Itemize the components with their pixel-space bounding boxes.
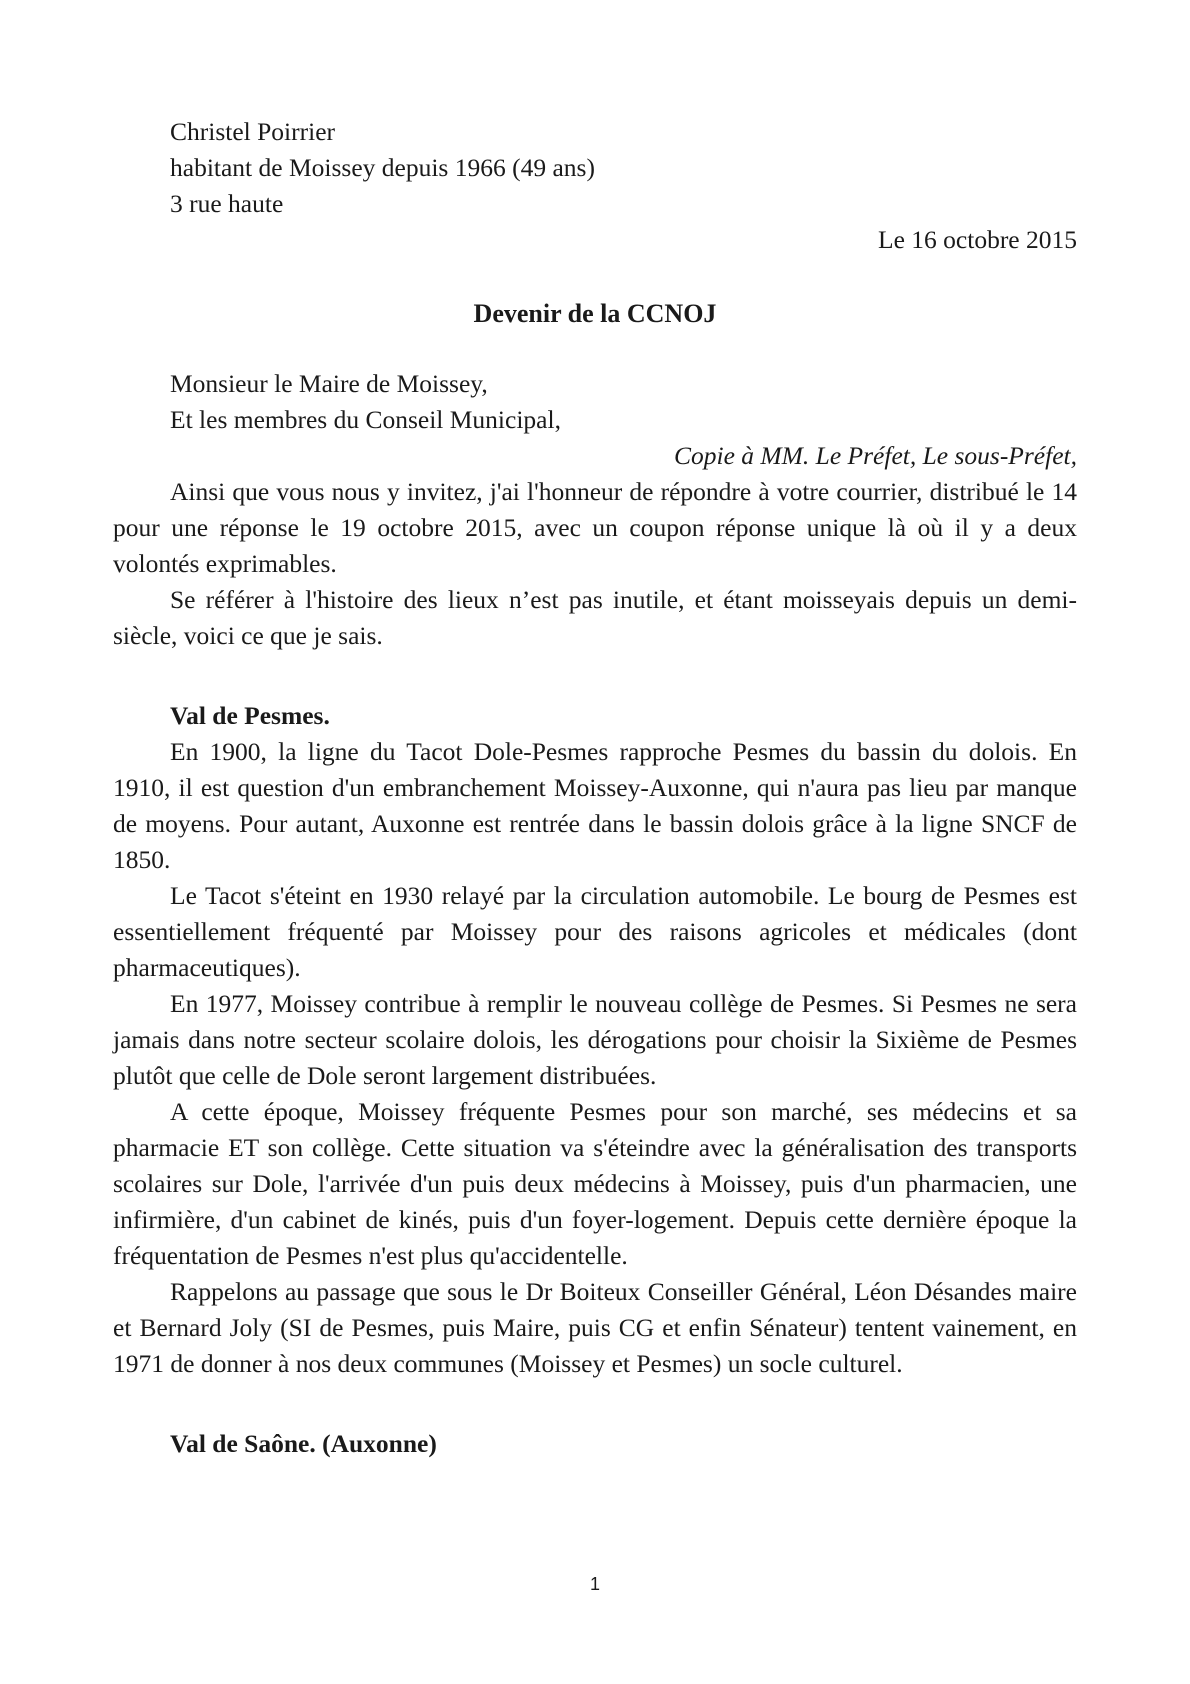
- section-paragraph: En 1900, la ligne du Tacot Dole-Pesmes rapproche Pesmes du bassin du dolois. En 1910, il est question d'un embranchement Moissey-Auxonne, qui n'aura pas lieu par manque de moyens. Pour autant, Auxonne est rentrée dans le bassin dolois grâce à la ligne SNCF de 1850.: [113, 737, 1077, 874]
- section-paragraph: Rappelons au passage que sous le Dr Boiteux Conseiller Général, Léon Désandes maire et Bernard Joly (SI de Pesmes, puis Maire, puis CG et enfin Sénateur) tentent vainement, en 1971 de donner à nos deux communes (Moissey et Pesmes) un socle culturel.: [113, 1277, 1077, 1378]
- intro-paragraph-2: Se référer à l'histoire des lieux n’est pas inutile, et étant moisseyais depuis un demi-siècle, voici ce que je sais.: [113, 585, 1077, 650]
- intro-paragraph-1: Ainsi que vous nous y invitez, j'ai l'honneur de répondre à votre courrier, distribué le 14 pour une réponse le 19 octobre 2015, avec un coupon réponse unique là où il y a deux volontés exprimables.: [113, 477, 1077, 578]
- sender-address: 3 rue haute: [170, 189, 284, 218]
- recipients-block: [113, 366, 1077, 438]
- section-paragraph: En 1977, Moissey contribue à remplir le nouveau collège de Pesmes. Si Pesmes ne sera jamais dans notre secteur scolaire dolois, les dérogations pour choisir la Sixième de Pesmes plutôt que celle de Dole seront largement distribuées.: [113, 989, 1077, 1090]
- letter-date: Le 16 octobre 2015: [878, 225, 1077, 254]
- section-heading-val-de-pesmes: Val de Pesmes.: [170, 701, 330, 730]
- recipient-line-1: Monsieur le Maire de Moissey,: [170, 369, 488, 398]
- section-paragraph: A cette époque, Moissey fréquente Pesmes pour son marché, ses médecins et sa pharmacie ET son collège. Cette situation va s'éteindre avec la généralisation des transports scolaires sur Dole, l'arrivée d'un puis deux médecins à Moissey, puis d'un pharmacien, une infirmière, d'un cabinet de kinés, puis d'un foyer-logement. Depuis cette dernière époque la fréquentation de Pesmes n'est plus qu'accidentelle.: [113, 1097, 1077, 1270]
- copy-line: Copie à MM. Le Préfet, Le sous-Préfet,: [674, 441, 1077, 470]
- sender-block: [113, 114, 1077, 222]
- section-paragraph: Le Tacot s'éteint en 1930 relayé par la circulation automobile. Le bourg de Pesmes est essentiellement fréquenté par Moissey pour des raisons agricoles et médicales (dont pharmaceutiques).: [113, 881, 1077, 982]
- sender-residence: habitant de Moissey depuis 1966 (49 ans): [170, 153, 595, 182]
- sender-name: Christel Poirrier: [170, 117, 336, 146]
- letter-title: Devenir de la CCNOJ: [473, 299, 717, 328]
- page-number: 1: [589, 1574, 600, 1594]
- letter-body: [113, 114, 1077, 1462]
- recipient-line-2: Et les membres du Conseil Municipal,: [170, 405, 561, 434]
- section-heading-val-de-saone: Val de Saône. (Auxonne): [170, 1429, 437, 1458]
